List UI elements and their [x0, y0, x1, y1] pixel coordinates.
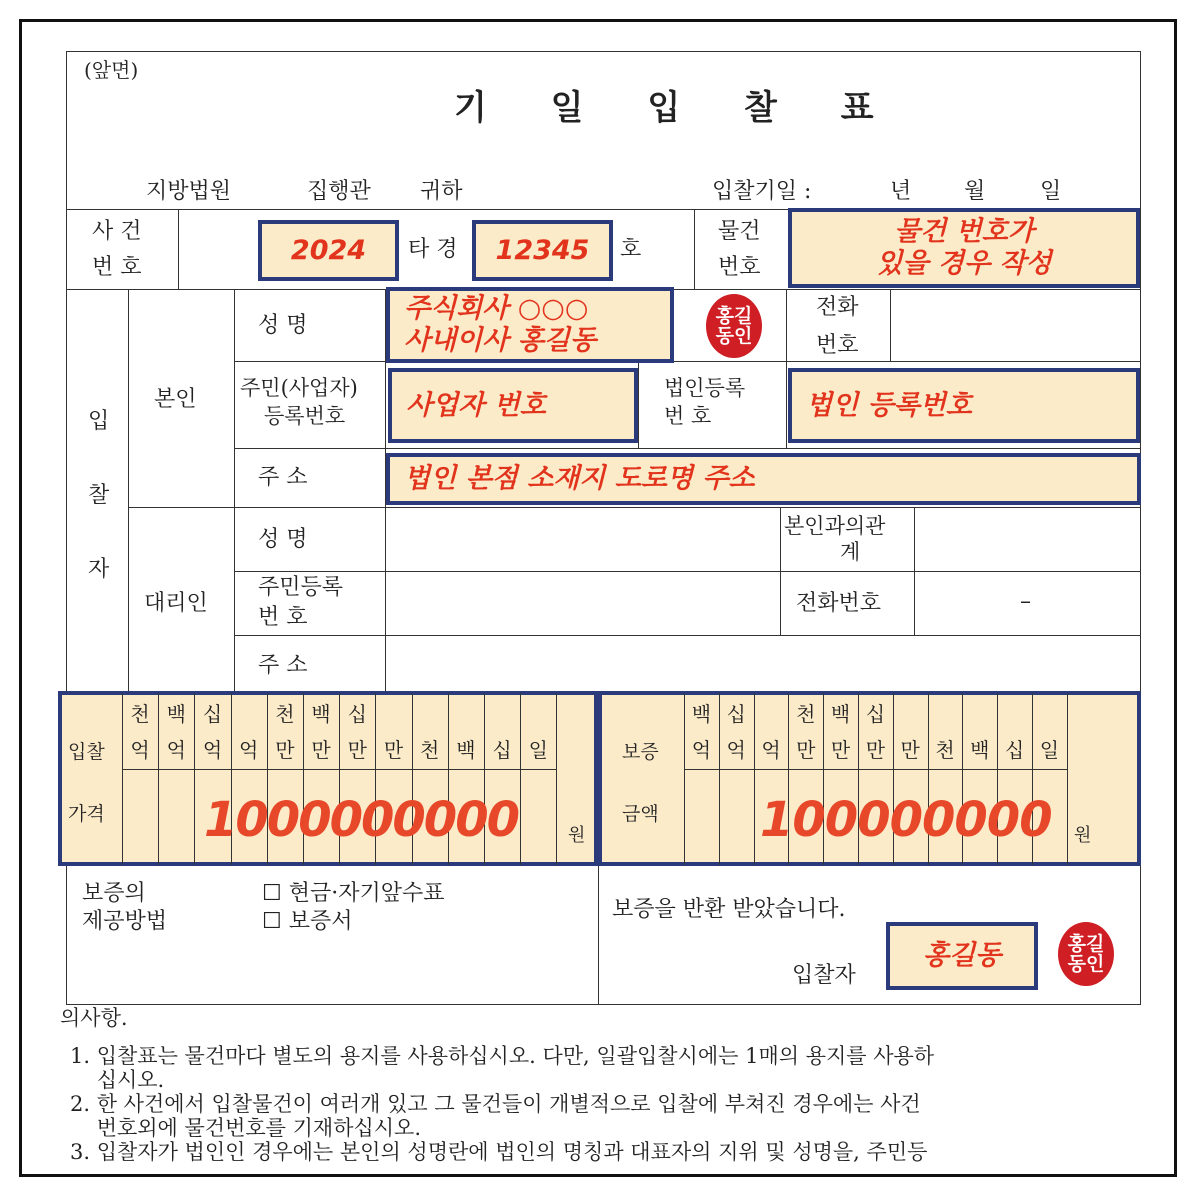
officer-line: 집행관 [307, 179, 371, 204]
deposit-return-text: 보증을 반환 받았습니다. [612, 897, 846, 922]
id-label-2: 등록번호 [264, 404, 346, 428]
agent-phone-value: – [1020, 589, 1031, 614]
case-number-field[interactable]: 12345 [472, 220, 613, 281]
deposit-unit-top: 십 [726, 702, 746, 726]
deposit-label-2: 금액 [622, 803, 659, 825]
agent-label: 대리인 [144, 591, 208, 616]
id-label-1: 주민(사업자) [240, 376, 358, 400]
case-label-1: 사 건 [92, 219, 142, 244]
grid-line [128, 289, 129, 693]
notes-line: 1. 입찰표는 물건마다 별도의 용지를 사용하십시오. 다만, 일괄입찰시에는 1매의 용지를 사용하 [70, 1044, 935, 1068]
method-option-cash[interactable]: ☐ 현금·자기앞수표 [262, 881, 445, 906]
address-field[interactable]: 법인 본점 소재지 도로명 주소 [386, 453, 1141, 505]
method-label-1: 보증의 [82, 881, 146, 906]
seal-stamp-icon: 홍길 동인 [706, 294, 762, 358]
case-suffix: 호 [620, 237, 642, 262]
agent-phone-label: 전화번호 [796, 591, 882, 616]
deposit-won: 원 [1074, 825, 1092, 846]
business-number-field[interactable]: 사업자 번호 [388, 368, 638, 443]
price-unit-top: 십 [202, 702, 223, 726]
agent-id-label-2: 번 호 [258, 605, 308, 630]
bidder-section-char-3: 자 [88, 557, 110, 582]
court-line: 지방법원 [146, 179, 232, 204]
notes-heading: 의사항. [60, 1006, 128, 1030]
deposit-unit-bottom: 천 [935, 738, 955, 762]
bid-date-label: 입찰기일 : [712, 179, 812, 204]
deposit-label-1: 보증 [622, 741, 659, 763]
grid-line [520, 693, 521, 865]
price-unit-bottom: 억 [239, 738, 259, 762]
notes-line: 3. 입찰자가 법인인 경우에는 본인의 성명란에 법인의 명칭과 대표자의 지위 및 성명을, 주민등 [70, 1140, 928, 1164]
grid-line [234, 448, 1141, 449]
price-unit-bottom: 억 [202, 738, 223, 762]
deposit-unit-top: 백 [830, 702, 851, 726]
bidder-sign-field[interactable]: 홍길동 [886, 922, 1038, 990]
grid-line [234, 289, 235, 693]
bidder-section-char-2: 찰 [88, 483, 110, 508]
grid-line [638, 361, 639, 448]
deposit-unit-bottom: 만 [796, 738, 816, 762]
price-unit-bottom: 만 [347, 738, 367, 762]
grid-line [234, 635, 1141, 636]
price-unit-bottom: 천 [420, 738, 440, 762]
case-year-field[interactable]: 2024 [258, 220, 399, 281]
grid-line [914, 507, 915, 635]
deposit-unit-top: 십 [865, 702, 886, 726]
relation-label-1: 본인과의관 [784, 514, 886, 538]
grid-line [122, 769, 556, 770]
bidder-name-field[interactable]: 주식회사 ○○○ 사내이사 홍길동 [386, 287, 674, 363]
price-label-1: 입찰 [68, 741, 105, 763]
form-side-label: (앞면) [84, 58, 139, 82]
grid-line [786, 361, 787, 448]
item-number-field[interactable]: 물건 번호가 있을 경우 작성 [788, 208, 1140, 288]
agent-id-label-1: 주민등록 [258, 575, 344, 600]
method-option-guarantee[interactable]: ☐ 보증서 [262, 909, 353, 934]
case-type-label: 타 경 [408, 237, 458, 262]
price-unit-bottom: 억 [130, 738, 150, 762]
honorific: 귀하 [420, 179, 463, 204]
notes-line: 번호외에 물건번호를 기재하십시오. [70, 1116, 422, 1140]
grid-line [754, 693, 755, 865]
deposit-unit-top: 천 [796, 702, 816, 726]
bidder-section-char-1: 입 [88, 409, 110, 434]
form-title: 기 일 입 찰 표 [454, 88, 900, 128]
phone-label-1: 전화 [816, 295, 859, 320]
item-label-1: 물건 [718, 219, 761, 244]
price-unit-bottom: 십 [492, 738, 512, 762]
grid-line [234, 361, 1141, 362]
document-page [19, 19, 1177, 1177]
item-label-2: 번호 [718, 255, 761, 280]
grid-line [178, 209, 179, 289]
corp-reg-number-field[interactable]: 법인 등록번호 [788, 368, 1140, 443]
grid-line [128, 507, 1141, 508]
price-won: 원 [568, 825, 586, 846]
deposit-unit-bottom: 만 [865, 738, 886, 762]
principal-label: 본인 [154, 387, 197, 412]
price-unit-bottom: 백 [456, 738, 476, 762]
deposit-unit-bottom: 십 [1004, 738, 1025, 762]
deposit-unit-bottom: 일 [1039, 738, 1060, 762]
grid-line [780, 507, 781, 635]
deposit-amount[interactable]: 100000000 [760, 792, 1052, 848]
notes-line: 십시오. [70, 1068, 165, 1092]
grid-line [1067, 693, 1068, 865]
relation-label-2: 계 [840, 540, 861, 564]
deposit-unit-bottom: 억 [761, 738, 781, 762]
price-unit-bottom: 만 [383, 738, 404, 762]
grid-line [684, 769, 1067, 770]
date-month: 월 [964, 179, 986, 204]
price-unit-bottom: 만 [275, 738, 295, 762]
deposit-unit-bottom: 억 [726, 738, 746, 762]
grid-line [786, 289, 787, 361]
agent-address-label: 주 소 [258, 653, 308, 678]
case-label-2: 번 호 [92, 255, 142, 280]
corp-reg-label-2: 번 호 [664, 404, 712, 428]
date-day: 일 [1040, 179, 1062, 204]
price-unit-top: 천 [275, 702, 295, 726]
price-unit-top: 백 [311, 702, 331, 726]
deposit-unit-bottom: 만 [830, 738, 851, 762]
price-unit-bottom: 일 [528, 738, 548, 762]
method-label-2: 제공방법 [82, 909, 168, 934]
corp-reg-label-1: 법인등록 [664, 376, 746, 400]
address-label: 주 소 [258, 465, 308, 490]
price-unit-top: 십 [347, 702, 367, 726]
name-label: 성 명 [258, 313, 308, 338]
grid-line [556, 693, 557, 865]
price-label-2: 가격 [68, 803, 105, 825]
price-unit-top: 천 [130, 702, 150, 726]
bidder-sign-label: 입찰자 [792, 963, 856, 988]
grid-line [694, 209, 695, 289]
seal-stamp-icon: 홍길 동인 [1058, 922, 1114, 986]
price-unit-bottom: 만 [311, 738, 331, 762]
grid-line [234, 571, 1141, 572]
deposit-unit-bottom: 만 [900, 738, 920, 762]
deposit-unit-bottom: 백 [970, 738, 990, 762]
deposit-unit-bottom: 억 [691, 738, 712, 762]
grid-line [890, 289, 891, 361]
phone-label-2: 번호 [816, 333, 859, 358]
date-year: 년 [890, 179, 912, 204]
agent-name-label: 성 명 [258, 527, 308, 552]
price-unit-top: 백 [166, 702, 186, 726]
notes-line: 2. 한 사건에서 입찰물건이 여러개 있고 그 물건들이 개별적으로 입찰에 부쳐진 경우에는 사건 [70, 1092, 921, 1116]
bid-price-amount[interactable]: 1000000000 [204, 792, 518, 848]
price-unit-bottom: 억 [166, 738, 186, 762]
grid-line [598, 865, 599, 1005]
deposit-unit-top: 백 [691, 702, 712, 726]
